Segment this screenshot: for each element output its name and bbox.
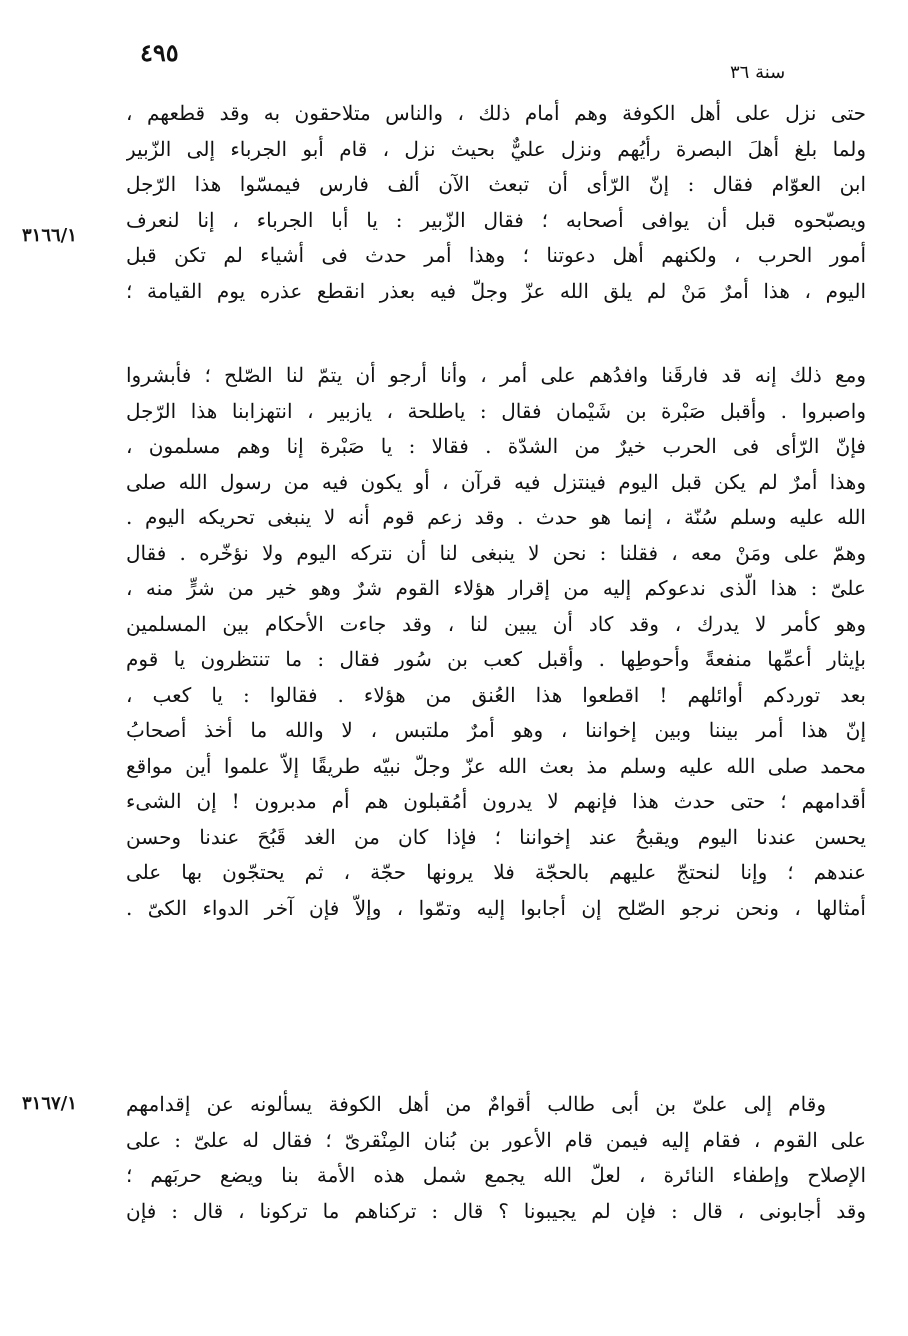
paragraph-2 xyxy=(126,358,866,926)
text-line: ولما بلغ أهلَ البصرة رأيُهم ونزل عليٌّ بحيث نزل ، قام أبو الجرباء إلى الزّبير xyxy=(126,136,866,161)
text-line: محمد صلى الله عليه وسلم مذ بعث الله عزّ وجلّ نبيّه طريقًا إلاّ علموا أين مواقع xyxy=(126,753,866,778)
text-line: عندهم ؛ وإنا لنحتجّ عليهم بالحجّة فلا يرونها حجّة ، ثم يحتجّون بها على xyxy=(126,860,866,884)
text-line: إنّ هذا أمر بيننا وبين إخواننا ، وهو أمرٌ ملتبس ، لا والله ما أخذ أصحابُ xyxy=(126,718,866,742)
text-line: اليوم ، هذا أمرٌ مَنْ لم يلق الله عزّ وجلّ فيه بعذر انقطع عذره يوم القيامة ؛ xyxy=(126,278,866,303)
paragraph-3 xyxy=(126,1087,866,1229)
margin-reference: ٣١٦٦/١ xyxy=(22,225,77,246)
text-line: الإصلاح وإطفاء النائرة ، لعلّ الله يجمع شمل هذه الأمة بنا ويضع حربَهم ؛ xyxy=(126,1163,866,1187)
text-line: وقام إلى علىّ بن أبى طالب أقوامٌ من أهل الكوفة يسألونه عن إقدامهم xyxy=(126,1092,826,1116)
running-head: سنة ٣٦ xyxy=(730,62,786,83)
text-line: فإنّ الرّأى فى الحرب خيرٌ من الشدّة . فقالا : يا صَبْرة إنا وهم مسلمون ، xyxy=(126,434,866,458)
text-line: وهذا أمرٌ لم يكن قبل اليوم فينتزل فيه قرآن ، أو يكون فيه من رسول الله صلى xyxy=(126,469,866,494)
text-line: ابن العوّام فقال : إنّ الرّأى أن تبعث الآن ألف فارس فيمسّوا هذا الرّجل xyxy=(126,172,866,196)
text-line: يحسن عندنا اليوم ويقبحُ عند إخواننا ؛ فإذا كان من الغد قَبُحَ عندنا وحسن xyxy=(126,824,866,849)
text-line: وهو كأمر لا يدرك ، وقد كاد أن يبين لنا ، وقد جاءت الأحكام بين المسلمين xyxy=(126,611,866,636)
text-line: أمثالها ، ونحن نرجو الصّلح إن أجابوا إليه وتمّوا ، وإلاّ فإن آخر الدواء الكىّ . xyxy=(126,895,866,920)
page-number: ٤٩٥ xyxy=(140,38,179,67)
text-line: وقد أجابونى ، قال : فإن لم يجيبونا ؟ قال : تركناهم ما تركونا ، قال : فإن xyxy=(126,1198,866,1223)
text-line: أقدامهم ؛ حتى حدث هذا فإنهم لا يدرون أمُقبلون هم أم مدبرون ! إن الشىء xyxy=(126,789,866,813)
text-line: بإيثار أعمِّها منفعةً وأحوطِها . وأقبل كعب بن سُور فقال : ما تنتظرون يا قوم xyxy=(126,647,866,671)
text-line: الله عليه وسلم سُنّة ، إنما هو حدث . وقد زعم قوم أنه لا ينبغى تحريكه اليوم . xyxy=(126,505,866,529)
text-line: واصبروا . وأقبل صَبْرة بن شَيْمان فقال : ياطلحة ، يازبير ، انتهزابنا هذا الرّجل xyxy=(126,398,866,423)
text-line: أمور الحرب ، ولكنهم أهل دعوتنا ؛ وهذا أمر حدث فى أشياء لم تكن قبل xyxy=(126,243,866,267)
paragraph-1 xyxy=(126,96,866,309)
text-line: علىّ : هذا الّذى ندعوكم إليه من إقرار هؤلاء القوم شرٌ وهو خير من شرٍّ منه ، xyxy=(126,576,866,600)
text-line: ومع ذلك إنه قد فارقَنا وافدُهم على أمر ، وأنا أرجو أن يتمّ لنا الصّلح ؛ فأبشروا xyxy=(126,363,866,387)
margin-reference: ٣١٦٧/١ xyxy=(22,1093,77,1114)
text-line: حتى نزل على أهل الكوفة وهم أمام ذلك ، والناس متلاحقون به وقد قطعهم ، xyxy=(126,101,866,125)
text-line: وهمّ على ومَنْ معه ، فقلنا : نحن لا ينبغى لنا أن نتركه اليوم ولا نؤخّره . فقال xyxy=(126,540,866,565)
text-line: ويصبّحوه قبل أن يوافى أصحابه ؛ فقال الزّبير : يا أبا الجرباء ، إنا لنعرف xyxy=(126,207,866,232)
text-line: على القوم ، فقام إليه فيمن قام الأعور بن بُنان المِنْقرىّ ؛ فقال له علىّ : على xyxy=(126,1127,866,1152)
text-line: بعد توردكم أوائلهم ! اقطعوا هذا العُنق من هؤلاء . فقالوا : يا كعب ، xyxy=(126,682,866,707)
